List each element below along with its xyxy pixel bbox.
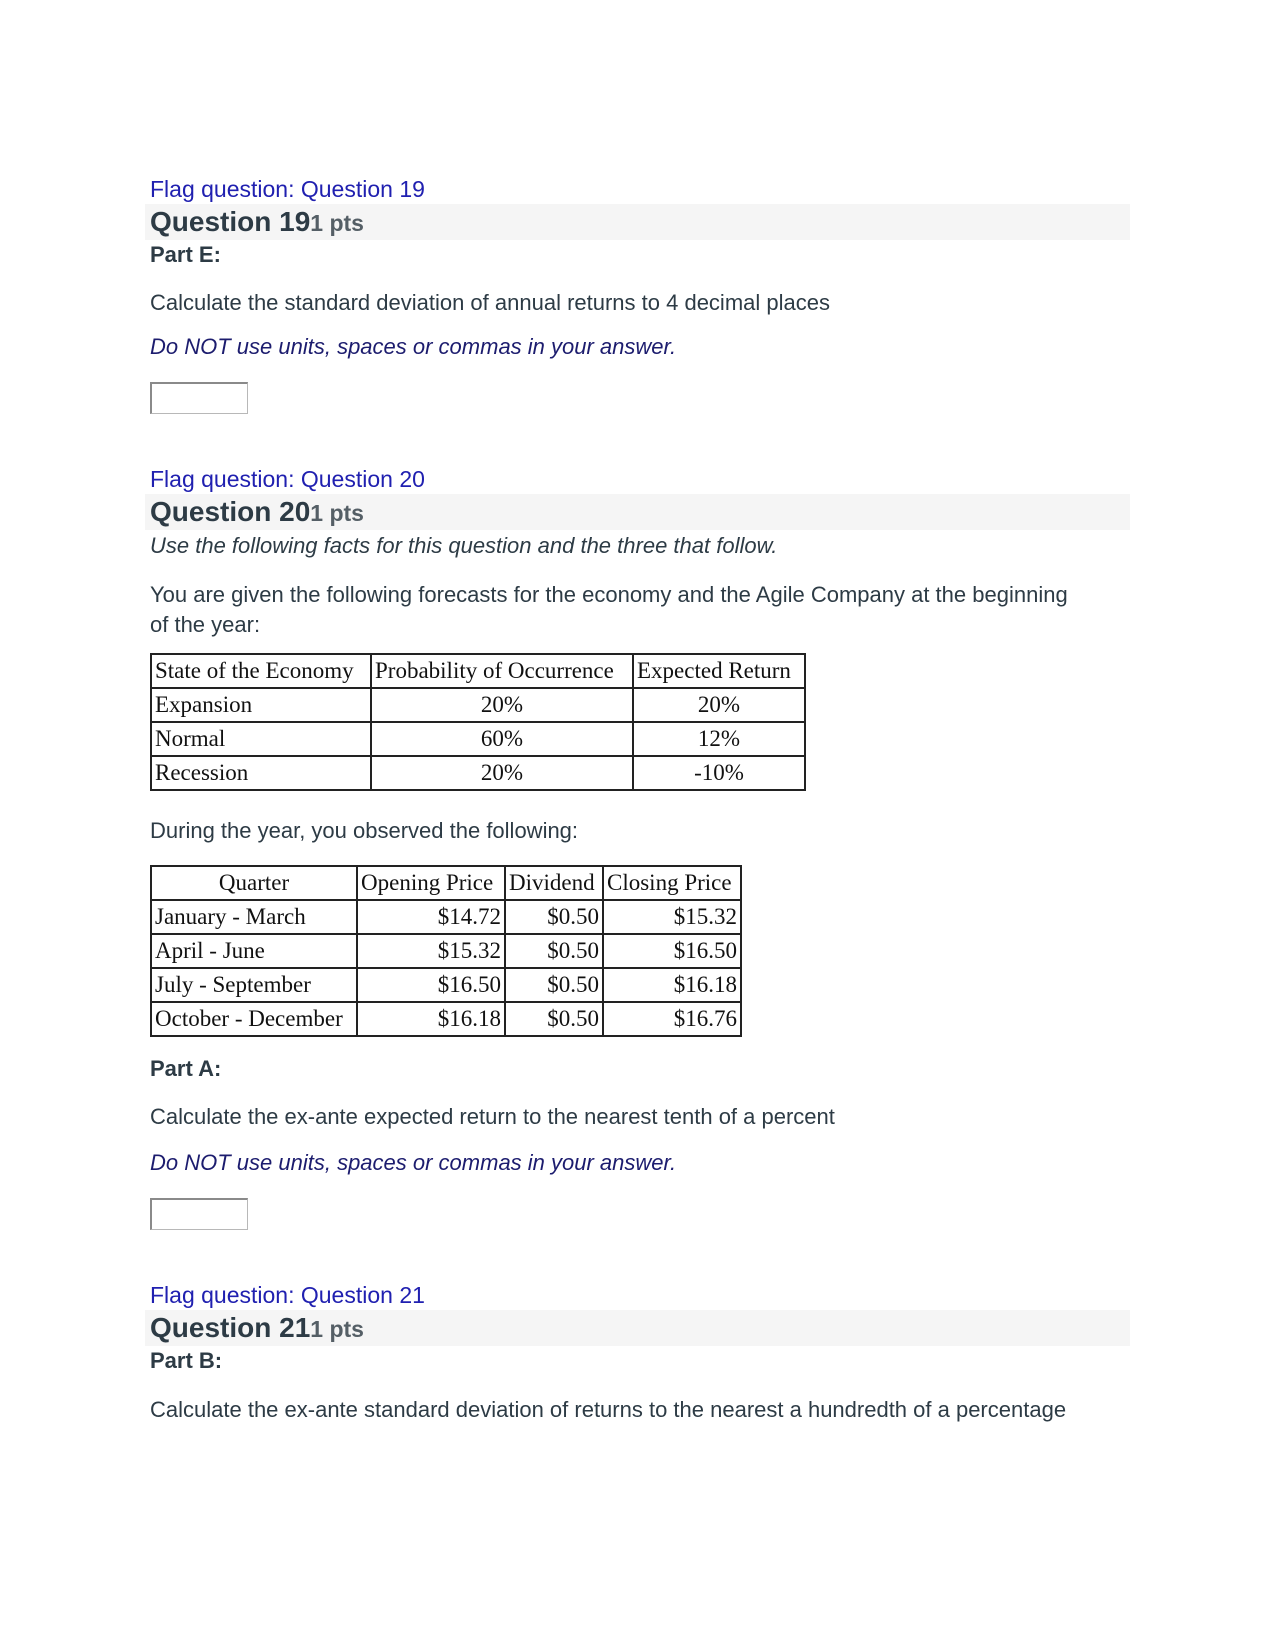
- question-21-title-wrap: [150, 1310, 364, 1347]
- question-19-answer-input[interactable]: [150, 382, 248, 414]
- observed-table-header-row: [151, 866, 741, 900]
- forecast-table-header-row: [151, 654, 805, 688]
- question-19-prompt: Calculate the standard deviation of annual returns to 4 decimal places: [150, 290, 830, 315]
- flag-question-19-link[interactable]: Flag question: Question 19: [150, 176, 425, 202]
- question-19-header: [145, 204, 1130, 240]
- question-21-points: 1 pts: [310, 1316, 364, 1342]
- observed-header-quarter: Quarter: [151, 866, 357, 900]
- observed-cell: $15.32: [357, 934, 505, 968]
- question-19-note: Do NOT use units, spaces or commas in your answer.: [150, 334, 677, 359]
- question-21-title: Question 21: [150, 1312, 311, 1343]
- forecast-header-state: State of the Economy: [151, 654, 371, 688]
- table-row: [151, 1002, 741, 1036]
- observed-cell: July - September: [151, 968, 357, 1002]
- question-19-title: Question 19: [150, 206, 311, 237]
- table-row: [151, 934, 741, 968]
- table-row: [151, 722, 805, 756]
- table-row: [151, 968, 741, 1002]
- observed-header-dividend: Dividend: [505, 866, 603, 900]
- forecast-cell: Recession: [151, 756, 371, 790]
- observed-cell: $16.76: [603, 1002, 741, 1036]
- observed-header-closing: Closing Price: [603, 866, 741, 900]
- observed-cell: $0.50: [505, 934, 603, 968]
- table-row: [151, 900, 741, 934]
- forecast-cell: Expansion: [151, 688, 371, 722]
- question-20-points: 1 pts: [310, 500, 364, 526]
- question-20-observed-text: During the year, you observed the following:: [150, 818, 579, 843]
- forecast-header-return: Expected Return: [633, 654, 805, 688]
- question-20-title-wrap: [150, 494, 364, 531]
- flag-question-20-link[interactable]: Flag question: Question 20: [150, 466, 425, 492]
- question-20-intro: Use the following facts for this question and the three that follow.: [150, 533, 778, 558]
- forecast-cell: 20%: [371, 756, 633, 790]
- observed-cell: $16.18: [603, 968, 741, 1002]
- flag-question-21-link[interactable]: Flag question: Question 21: [150, 1282, 425, 1308]
- forecast-cell: 20%: [633, 688, 805, 722]
- question-21-prompt: Calculate the ex-ante standard deviation of returns to the nearest a hundredth of a percentage: [150, 1397, 1067, 1422]
- question-20-header: [145, 494, 1130, 530]
- table-row: [151, 688, 805, 722]
- forecast-cell: -10%: [633, 756, 805, 790]
- observed-cell: $16.50: [357, 968, 505, 1002]
- observed-table: [150, 865, 742, 1037]
- question-21-part-label: Part B:: [150, 1348, 223, 1373]
- question-19-title-wrap: [150, 204, 364, 241]
- forecast-cell: Normal: [151, 722, 371, 756]
- forecast-cell: 60%: [371, 722, 633, 756]
- forecast-table: [150, 653, 806, 791]
- question-20-part-label: Part A:: [150, 1056, 222, 1081]
- question-19-part-label: Part E:: [150, 242, 221, 267]
- question-20-forecast-text: You are given the following forecasts for the economy and the Agile Company at the beginning of the year:: [150, 582, 1068, 637]
- forecast-cell: 20%: [371, 688, 633, 722]
- observed-cell: $0.50: [505, 1002, 603, 1036]
- observed-cell: October - December: [151, 1002, 357, 1036]
- observed-cell: January - March: [151, 900, 357, 934]
- table-row: [151, 756, 805, 790]
- observed-cell: $15.32: [603, 900, 741, 934]
- observed-cell: $0.50: [505, 900, 603, 934]
- observed-header-opening: Opening Price: [357, 866, 505, 900]
- question-20-title: Question 20: [150, 496, 311, 527]
- observed-cell: April - June: [151, 934, 357, 968]
- forecast-cell: 12%: [633, 722, 805, 756]
- question-20-answer-input[interactable]: [150, 1198, 248, 1230]
- question-20-prompt: Calculate the ex-ante expected return to the nearest tenth of a percent: [150, 1104, 835, 1129]
- observed-cell: $16.18: [357, 1002, 505, 1036]
- question-19-points: 1 pts: [310, 210, 364, 236]
- observed-cell: $14.72: [357, 900, 505, 934]
- observed-cell: $0.50: [505, 968, 603, 1002]
- observed-cell: $16.50: [603, 934, 741, 968]
- question-20-note: Do NOT use units, spaces or commas in your answer.: [150, 1150, 677, 1175]
- question-21-header: [145, 1310, 1130, 1346]
- forecast-header-probability: Probability of Occurrence: [371, 654, 633, 688]
